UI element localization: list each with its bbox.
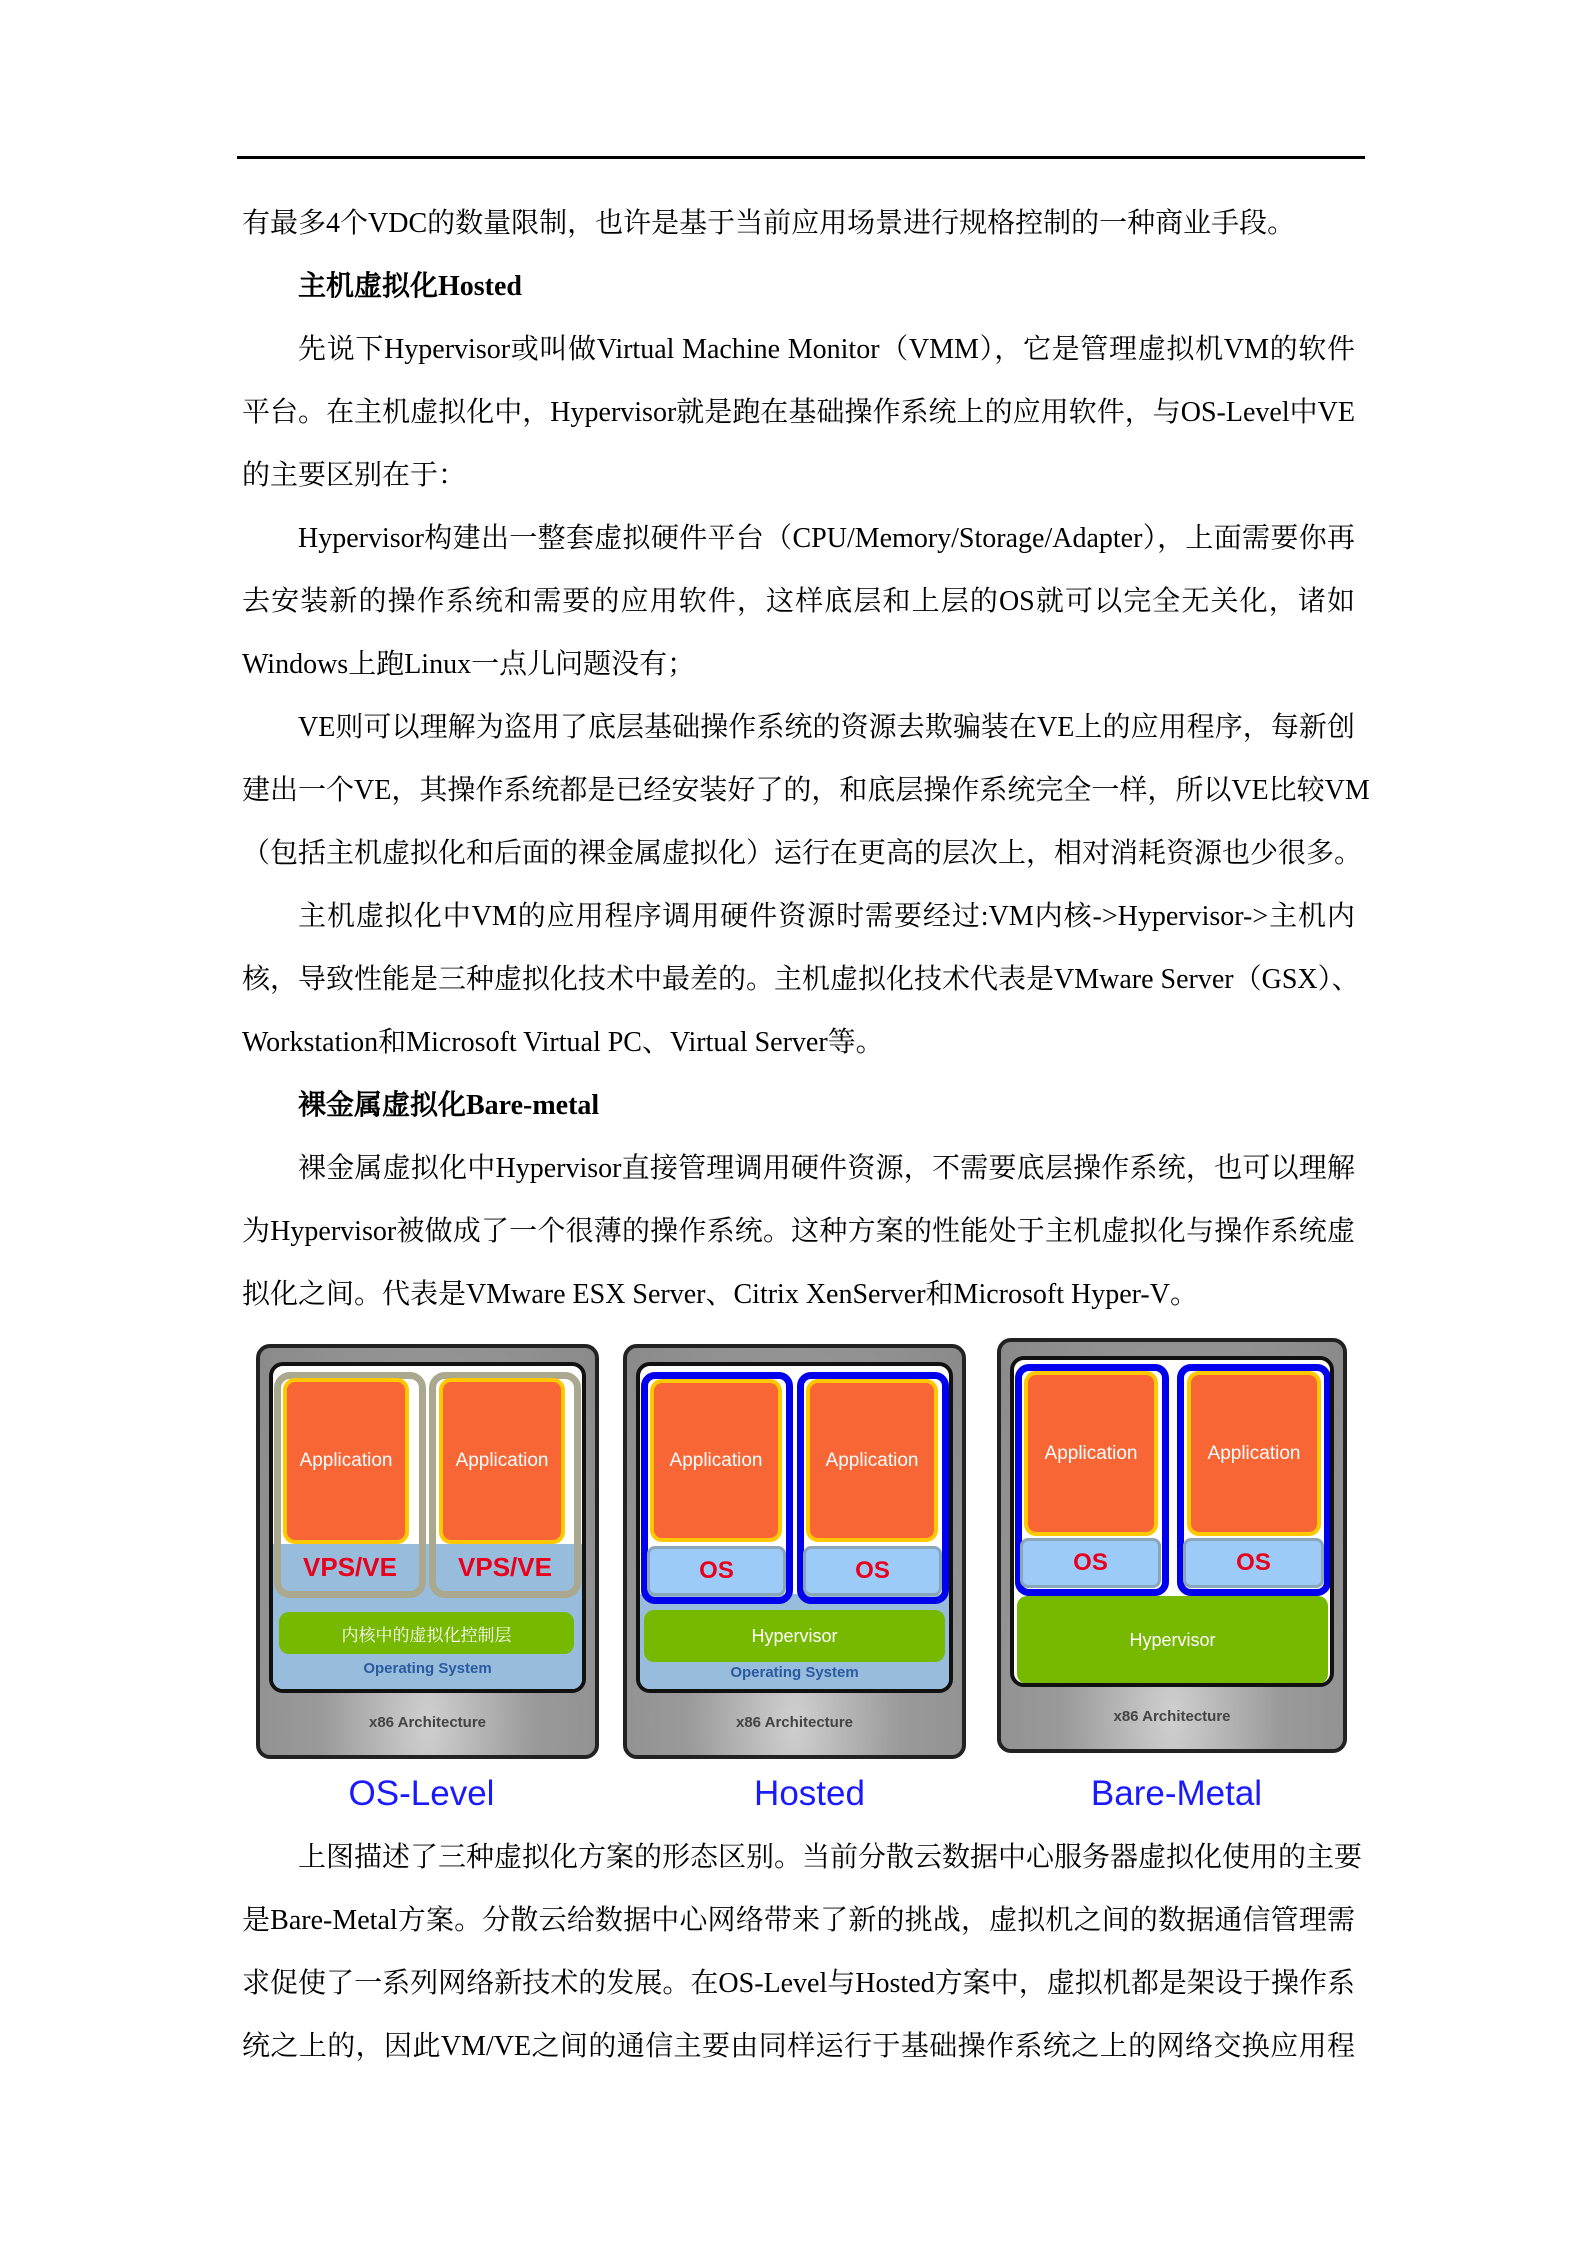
application-block: Application (1024, 1371, 1158, 1536)
paragraph-line: VE则可以理解为盗用了底层基础操作系统的资源去欺骗装在VE上的应用程序，每新创 (298, 712, 1355, 743)
paragraph-line: 统之上的，因此VM/VE之间的通信主要由同样运行于基础操作系统之上的网络交换应用程 (242, 2031, 1355, 2062)
paragraph-line: （包括主机虚拟化和后面的裸金属虚拟化）运行在更高的层次上，相对消耗资源也少很多。 (242, 838, 1363, 869)
diagram-os-level (256, 1344, 599, 1759)
diagram-hosted (623, 1344, 966, 1759)
application-block: Application (650, 1379, 782, 1542)
application-block: Application (283, 1378, 409, 1544)
paragraph-line: 先说下Hypervisor或叫做Virtual Machine Monitor（VMM），它是管理虚拟机VM的软件 (298, 334, 1355, 365)
bare-metal-host (1010, 1356, 1334, 1687)
caption-hosted: Hosted (754, 1774, 865, 1813)
os-level-host (269, 1362, 586, 1693)
body-text-top (242, 192, 1370, 1326)
paragraph-line: 裸金属虚拟化中Hypervisor直接管理调用硬件资源，不需要底层操作系统，也可以理解 (298, 1153, 1355, 1184)
paragraph-line: 建出一个VE，其操作系统都是已经安装好了的，和底层操作系统完全一样，所以VE比较VM (242, 775, 1370, 806)
paragraph-line: 上图描述了三种虚拟化方案的形态区别。当前分散云数据中心服务器虚拟化使用的主要 (298, 1842, 1363, 1873)
header-rule (237, 156, 1365, 159)
paragraph-line: 核，导致性能是三种虚拟化技术中最差的。主机虚拟化技术代表是VMware Server（GSX）、 (242, 964, 1360, 995)
paragraph-line: 主机虚拟化中VM的应用程序调用硬件资源时需要经过:VM内核->Hypervisor->主机内 (298, 901, 1355, 932)
hypervisor-layer: Hypervisor (1017, 1596, 1328, 1684)
caption-os-level: OS-Level (348, 1774, 495, 1813)
paragraph-line: Workstation和Microsoft Virtual PC、Virtual Server等。 (242, 1027, 884, 1058)
application-block: Application (439, 1378, 565, 1544)
section-heading-hosted: 主机虚拟化Hosted (298, 271, 523, 302)
vps-ve-label: VPS/VE (458, 1552, 552, 1582)
hosted-host (636, 1362, 953, 1693)
paragraph-line: 平台。在主机虚拟化中，Hypervisor就是跑在基础操作系统上的应用软件，与OS-Level中VE (242, 397, 1355, 428)
hypervisor-layer: Hypervisor (644, 1610, 945, 1662)
paragraph-line: Windows上跑Linux一点儿问题没有； (242, 649, 696, 680)
kernel-virtualization-layer: 内核中的虚拟化控制层 (279, 1612, 574, 1654)
guest-os-block: OS (1183, 1538, 1324, 1588)
paragraph-line: 为Hypervisor被做成了一个很薄的操作系统。这种方案的性能处于主机虚拟化与操作系统虚 (242, 1216, 1355, 1247)
diagram-bare-metal (997, 1338, 1347, 1753)
section-heading-bare-metal: 裸金属虚拟化Bare-metal (298, 1090, 600, 1121)
paragraph-line: Hypervisor构建出一整套虚拟硬件平台（CPU/Memory/Storage/Adapter），上面需要你再 (298, 523, 1355, 554)
guest-os-block: OS (647, 1546, 786, 1596)
body-text-bottom (242, 1826, 1363, 2078)
application-block: Application (806, 1379, 938, 1542)
paragraph-line: 求促使了一系列网络新技术的发展。在OS-Level与Hosted方案中，虚拟机都是架设于操作系 (242, 1968, 1355, 1999)
paragraph-line: 去安装新的操作系统和需要的应用软件，这样底层和上层的OS就可以完全无关化，诸如 (242, 586, 1355, 617)
operating-system-label: Operating System (363, 1660, 492, 1677)
vps-ve-label: VPS/VE (303, 1552, 397, 1582)
guest-os-block: OS (1020, 1538, 1161, 1588)
x86-architecture-label: x86 Architecture (1113, 1708, 1231, 1725)
guest-os-block: OS (803, 1546, 942, 1596)
paragraph-line: 拟化之间。代表是VMware ESX Server、Citrix XenServer和Microsoft Hyper-V。 (242, 1279, 1198, 1310)
paragraph-line: 的主要区别在于： (242, 460, 467, 491)
paragraph-line: 有最多4个VDC的数量限制，也许是基于当前应用场景进行规格控制的一种商业手段。 (242, 208, 1296, 239)
paragraph-line: 是Bare-Metal方案。分散云给数据中心网络带来了新的挑战，虚拟机之间的数据通信管理需 (242, 1905, 1355, 1936)
x86-architecture-label: x86 Architecture (369, 1714, 486, 1731)
application-block: Application (1187, 1371, 1321, 1536)
operating-system-label: Operating System (730, 1664, 859, 1681)
x86-architecture-label: x86 Architecture (736, 1714, 853, 1731)
caption-bare-metal: Bare-Metal (1090, 1774, 1263, 1813)
